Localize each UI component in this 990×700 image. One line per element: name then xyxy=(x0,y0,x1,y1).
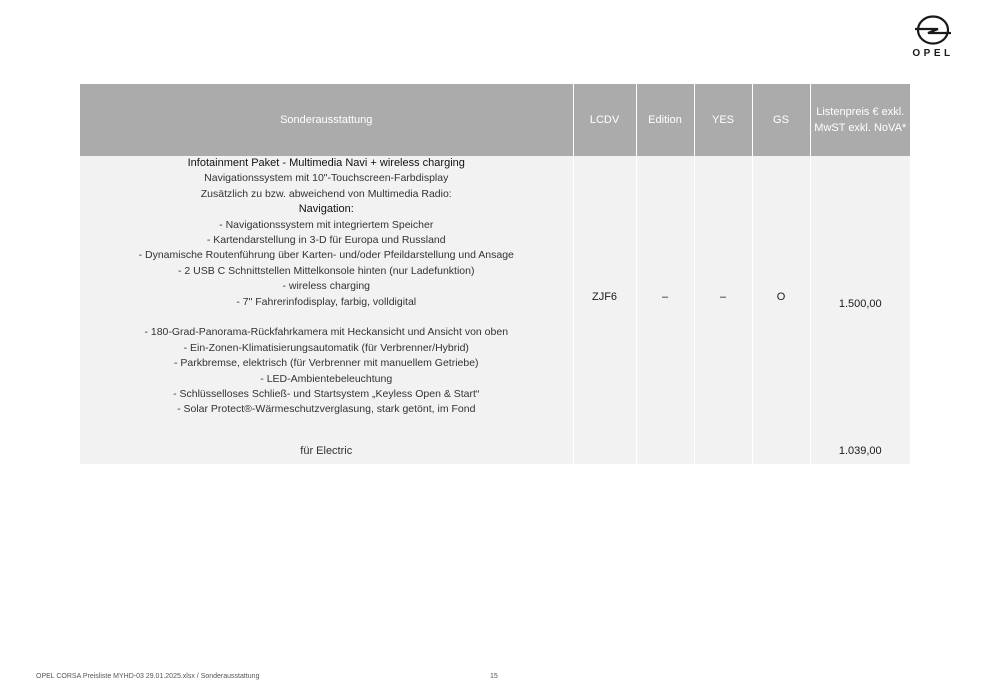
empty-cell xyxy=(752,438,810,464)
header-listenpreis xyxy=(810,84,910,156)
table-row-electric xyxy=(80,438,910,464)
empty-cell xyxy=(694,438,752,464)
option-description xyxy=(80,156,573,438)
footer-source: OPEL CORSA Preisliste MYHD-03 29.01.2025.xlsx / Sonderausstattung xyxy=(36,673,260,680)
header-price-line1: Listenpreis € exkl. xyxy=(816,106,905,118)
header-yes: YES xyxy=(694,84,752,156)
header-edition: Edition xyxy=(636,84,694,156)
empty-cell xyxy=(636,438,694,464)
electric-price: 1.039,00 xyxy=(810,438,910,464)
feature-item: - 2 USB C Schnittstellen Mittelkonsole hinten (nur Ladefunktion) xyxy=(178,264,475,277)
spacer xyxy=(80,418,573,438)
table-row xyxy=(80,156,910,438)
option-title: Infotainment Paket - Multimedia Navi + wireless charging xyxy=(187,157,465,169)
feature-item: - Dynamische Routenführung über Karten- und/oder Pfeildarstellung und Ansage xyxy=(138,249,514,262)
feature-item: - 180-Grad-Panorama-Rückfahrkamera mit Heckansicht und Ansicht von oben xyxy=(144,326,509,339)
header-price-line2: MwST exkl. NoVA* xyxy=(814,122,907,134)
spacer xyxy=(80,310,573,325)
empty-cell xyxy=(573,438,636,464)
feature-item: - 7" Fahrerinfodisplay, farbig, volldigital xyxy=(236,295,417,308)
opel-blitz-icon xyxy=(914,14,952,46)
page-number: 15 xyxy=(490,673,498,680)
intro-line: Zusätzlich zu bzw. abweichend von Multimedia Radio: xyxy=(200,187,452,200)
feature-item: - Schlüsselloses Schließ- und Startsystem „Keyless Open & Start“ xyxy=(173,388,480,401)
yes-availability: – xyxy=(694,156,752,438)
opel-logo xyxy=(904,14,962,64)
feature-item: - Navigationssystem mit integriertem Speicher xyxy=(219,218,434,231)
equipment-price-table xyxy=(80,84,910,464)
logo-wordmark: OPEL xyxy=(912,48,954,59)
header-lcdv: LCDV xyxy=(573,84,636,156)
header-gs: GS xyxy=(752,84,810,156)
feature-item: - Kartendarstellung in 3-D für Europa und Russland xyxy=(206,234,446,247)
edition-availability: – xyxy=(636,156,694,438)
electric-label: für Electric xyxy=(80,438,573,464)
table-header-row xyxy=(80,84,910,156)
intro-line: Navigationssystem mit 10"-Touchscreen-Farbdisplay xyxy=(204,172,449,185)
navigation-heading: Navigation: xyxy=(298,203,354,216)
gs-availability: O xyxy=(752,156,810,438)
feature-item: - LED-Ambientebeleuchtung xyxy=(260,372,393,385)
feature-item: - Parkbremse, elektrisch (für Verbrenner mit manuellem Getriebe) xyxy=(173,357,479,370)
lcdv-code: ZJF6 xyxy=(573,156,636,438)
feature-item: - Solar Protect®-Wärmeschutzverglasung, stark getönt, im Fond xyxy=(177,403,476,416)
feature-item: - Ein-Zonen-Klimatisierungsautomatik (für Verbrenner/Hybrid) xyxy=(183,341,469,354)
feature-item: - wireless charging xyxy=(282,280,371,293)
list-price: 1.500,00 xyxy=(810,156,910,438)
header-sonderausstattung: Sonderausstattung xyxy=(80,84,573,156)
